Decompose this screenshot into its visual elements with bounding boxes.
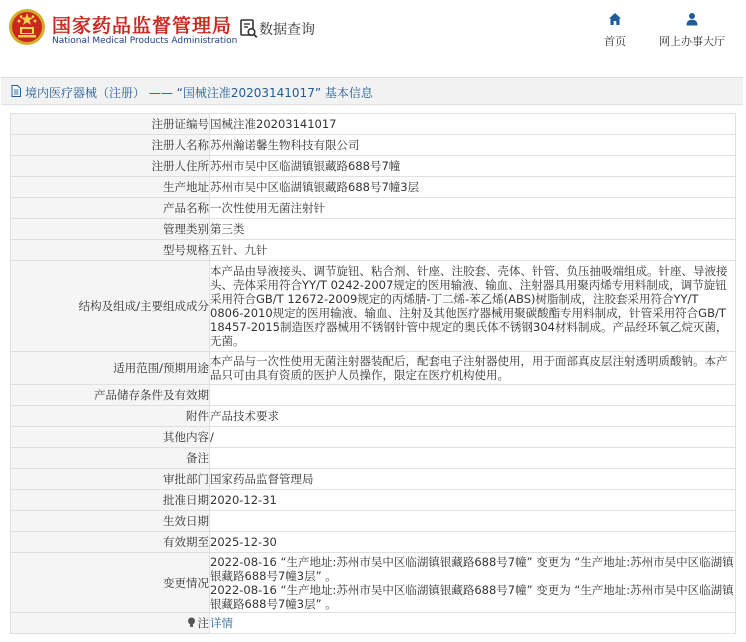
table-row xyxy=(11,352,736,385)
document-icon xyxy=(11,85,21,97)
field-label: 注册人名称 xyxy=(11,135,210,156)
field-value: 苏州瀚诺馨生物科技有限公司 xyxy=(210,135,736,156)
field-value xyxy=(210,448,736,469)
note-label-cell xyxy=(11,613,210,634)
field-label: 产品储存条件及有效期 xyxy=(11,385,210,406)
org-name-en: National Medical Products Administration xyxy=(52,36,238,46)
data-query-icon[interactable] xyxy=(240,19,258,39)
field-label: 备注 xyxy=(11,448,210,469)
details-link[interactable]: 详情 xyxy=(210,616,233,630)
field-value: 本产品与一次性使用无菌注射器装配后，配套电子注射器使用，用于面部真皮层注射透明质酸钠。本产品只可由具有资质的医护人员操作，限定在医疗机构使用。 xyxy=(210,352,736,385)
field-value: / xyxy=(210,427,736,448)
field-label: 结构及组成/主要组成成分 xyxy=(11,261,210,352)
field-label: 批准日期 xyxy=(11,490,210,511)
field-label: 注册人住所 xyxy=(11,156,210,177)
field-value: 2020-12-31 xyxy=(210,490,736,511)
field-value: 一次性使用无菌注射针 xyxy=(210,198,736,219)
record-title-bar xyxy=(1,77,743,105)
field-label: 生效日期 xyxy=(11,511,210,532)
table-row xyxy=(11,406,736,427)
change-entry: 2022-08-16 “生产地址:苏州市吴中区临湖镇银藏路688号7幢” 变更为 “生产地址:苏州市吴中区临湖镇银藏路688号7幢3层” 。 xyxy=(210,554,734,583)
table-row xyxy=(11,114,736,135)
field-value xyxy=(210,385,736,406)
table-row xyxy=(11,385,736,406)
table-row xyxy=(11,448,736,469)
field-value: 苏州市吴中区临湖镇银藏路688号7幢 xyxy=(210,156,736,177)
field-label: 管理类别 xyxy=(11,219,210,240)
nav-online-hall[interactable] xyxy=(650,12,734,52)
field-value: 苏州市吴中区临湖镇银藏路688号7幢3层 xyxy=(210,177,736,198)
site-header xyxy=(0,0,746,64)
field-label: 生产地址 xyxy=(11,177,210,198)
home-icon xyxy=(608,12,622,26)
field-value xyxy=(210,511,736,532)
national-emblem-icon xyxy=(8,8,46,46)
nav-home[interactable] xyxy=(596,12,634,52)
table-row xyxy=(11,177,736,198)
field-label: 审批部门 xyxy=(11,469,210,490)
field-value: 五针、九针 xyxy=(210,240,736,261)
nav-home-label: 首页 xyxy=(604,35,626,48)
field-label: 有效期至 xyxy=(11,532,210,553)
field-value xyxy=(210,613,736,634)
data-query-link[interactable]: 数据查询 xyxy=(259,22,315,38)
field-label: 变更情况 xyxy=(11,553,210,613)
user-icon xyxy=(685,12,699,26)
field-label: 型号规格 xyxy=(11,240,210,261)
table-row xyxy=(11,135,736,156)
field-value: 第三类 xyxy=(210,219,736,240)
bulb-icon xyxy=(187,617,196,628)
table-row xyxy=(11,469,736,490)
field-label: 产品名称 xyxy=(11,198,210,219)
table-row xyxy=(11,198,736,219)
table-row xyxy=(11,156,736,177)
table-row xyxy=(11,613,736,634)
field-value: 国械注准20203141017 xyxy=(210,114,736,135)
field-label: 附件 xyxy=(11,406,210,427)
org-name-cn: 国家药品监督管理局 xyxy=(52,15,233,37)
change-entry: 2022-08-16 “生产地址:苏州市吴中区临湖镇银藏路688号7幢” 变更为 “生产地址:苏州市吴中区临湖镇银藏路688号7幢3层” 。 xyxy=(210,582,734,611)
record-title: 境内医疗器械（注册） —— “国械注准20203141017” 基本信息 xyxy=(25,86,373,100)
table-row xyxy=(11,511,736,532)
field-label: 注册证编号 xyxy=(11,114,210,135)
field-label: 适用范围/预期用途 xyxy=(11,352,210,385)
nav-online-hall-label: 网上办事大厅 xyxy=(659,35,725,48)
table-row xyxy=(11,240,736,261)
table-row xyxy=(11,490,736,511)
note-label: 注 xyxy=(197,616,209,630)
field-value: 国家药品监督管理局 xyxy=(210,469,736,490)
table-row xyxy=(11,427,736,448)
table-row xyxy=(11,532,736,553)
field-value: 产品技术要求 xyxy=(210,406,736,427)
table-row xyxy=(11,261,736,352)
device-info-table xyxy=(10,113,736,634)
field-value: 2025-12-30 xyxy=(210,532,736,553)
field-label: 其他内容 xyxy=(11,427,210,448)
field-value xyxy=(210,553,736,613)
table-row xyxy=(11,553,736,613)
field-value: 本产品由导液接头、调节旋钮、粘合剂、针座、注胶套、壳体、针管、负压抽吸端组成。针座、导液接头、壳体采用符合YY/T 0242-2007规定的医用输液、输血、注射器具用聚丙烯专用料制成，调节旋钮采用符合GB/T 12672-2009规定的丙烯腈-丁二烯-苯乙烯(ABS)树脂制成，注胶套采用符合YY/T 0806-2010规定的医用输液、输血、注射及其他医疗器械用聚碳酸酯专用料制成，针管采用符合GB/T 18457-2015制造医疗器械用不锈钢针管中规定的奥氏体不锈钢304材料制成。产品经环氧乙烷灭菌，无菌。 xyxy=(210,261,736,352)
table-row xyxy=(11,219,736,240)
